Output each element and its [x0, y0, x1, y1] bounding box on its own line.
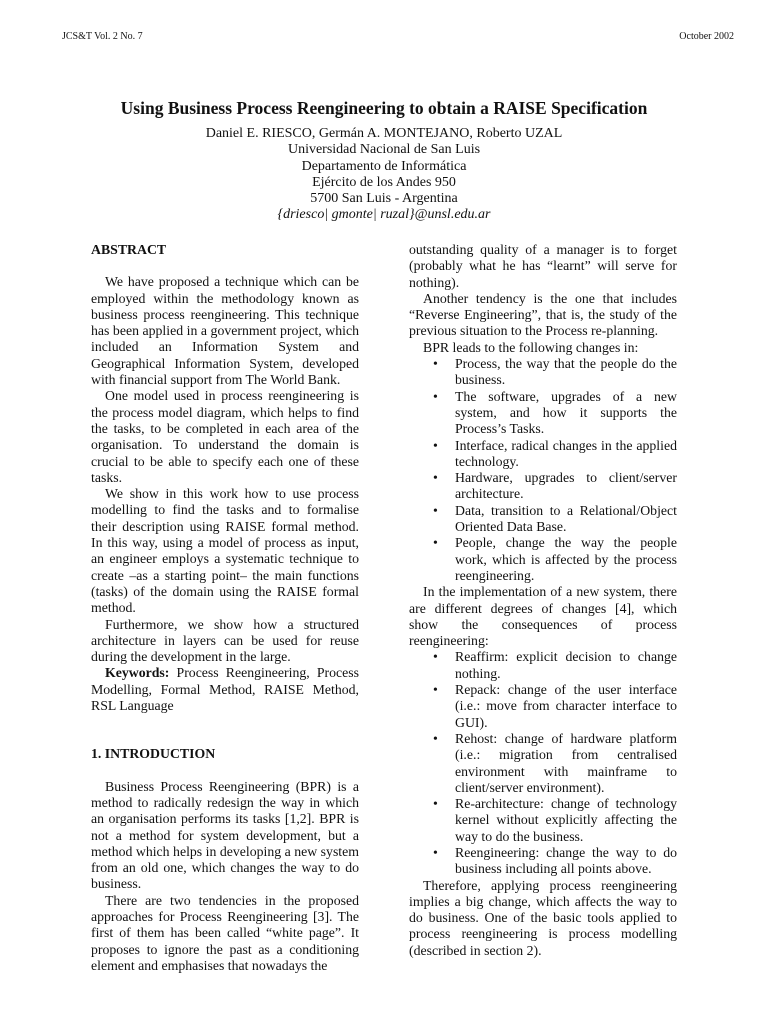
- author-email: {driesco| gmonte| ruzal}@unsl.edu.ar: [277, 207, 491, 223]
- list-item-text: Re-architecture: change of technology kernel without explicitly affecting the way to do the business.: [455, 796, 677, 844]
- list-item: [409, 356, 677, 389]
- list-item-text: Reengineering: change the way to do business including all points above.: [455, 844, 677, 877]
- running-header-date: October 2002: [679, 31, 734, 42]
- list-item: [409, 470, 677, 503]
- list-item: [409, 438, 677, 471]
- affiliation-street: Ejército de los Andes 950: [312, 174, 456, 190]
- list-item-text: Data, transition to a Relational/Object Oriented Data Base.: [455, 502, 677, 535]
- right-column: [409, 242, 677, 959]
- abstract-paragraph: Furthermore, we show how a structured architecture in layers can be used for reuse during the development in the large.: [91, 616, 359, 665]
- keywords-text: Process Reengineering, Process Modelling, Formal Method, RAISE Method, RSL Language: [91, 665, 359, 714]
- bullet: •: [433, 437, 438, 453]
- list-item-text: Process, the way that the people do the business.: [455, 356, 677, 388]
- bpr-changes-intro: BPR leads to the following changes in:: [423, 339, 639, 355]
- list-item-text: Interface, radical changes in the applied technology.: [455, 437, 677, 469]
- affiliation-university: Universidad Nacional de San Luis: [287, 142, 481, 158]
- bullet: •: [433, 682, 438, 698]
- keywords-paragraph: [91, 665, 359, 714]
- introduction-paragraph: There are two tendencies in the proposed approaches for Process Reengineering [3]. The first of them has been called “white page”. It proposes to ignore the past as a conditioning element and emphasises that nowadays the: [91, 892, 359, 973]
- bullet: •: [433, 796, 438, 812]
- affiliation-department: Departamento de Informática: [301, 158, 467, 174]
- list-item-text: People, change the way the people work, which is affected by the process reengineering.: [455, 535, 677, 583]
- list-item: [409, 503, 677, 536]
- abstract-heading: ABSTRACT: [91, 242, 167, 257]
- author-block: [0, 126, 768, 224]
- paper-title: Using Business Process Reengineering to obtain a RAISE Specification: [120, 98, 648, 118]
- introduction-paragraph: Business Process Reengineering (BPR) is a method to radically redesign the way in which an organisation performs its tasks [1,2]. BPR is not a method for system development, but a method which helps in developing a new system from an old one, which changes the way to do business.: [91, 778, 359, 892]
- left-column: [91, 242, 359, 974]
- bullet: •: [433, 535, 438, 551]
- bullet: •: [433, 356, 438, 372]
- list-item: [409, 535, 677, 584]
- introduction-heading: 1. INTRODUCTION: [91, 746, 216, 762]
- list-item-text: The software, upgrades of a new system, and how it supports the Process’s Tasks.: [455, 388, 677, 437]
- bullet: •: [433, 649, 438, 665]
- bullet: •: [433, 502, 438, 518]
- implementation-paragraph: In the implementation of a new system, there are different degrees of changes [4], which show the consequences of process reengineering:: [409, 584, 677, 649]
- list-item: [409, 845, 677, 878]
- affiliation-city: 5700 San Luis - Argentina: [310, 191, 458, 207]
- list-item: [409, 389, 677, 438]
- list-item-text: Hardware, upgrades to client/server architecture.: [455, 470, 677, 502]
- bullet: •: [433, 844, 438, 860]
- conclusion-paragraph: Therefore, applying process reengineering implies a big change, which affects the way to do business. One of the basic tools applied to process reengineering is process modelling (described in section 2).: [409, 877, 677, 958]
- bullet: •: [433, 730, 438, 746]
- list-item: [409, 731, 677, 796]
- author-names: Daniel E. RIESCO, Germán A. MONTEJANO, Roberto UZAL: [205, 126, 563, 141]
- running-header-journal: JCS&T Vol. 2 No. 7: [62, 31, 143, 42]
- change-degrees-list: [409, 649, 677, 877]
- list-item-text: Repack: change of the user interface (i.e.: move from character interface to GUI).: [455, 682, 677, 730]
- continued-paragraph: outstanding quality of a manager is to forget (probably what he has “learnt” will serve for nothing).: [409, 242, 677, 290]
- list-item-text: Reaffirm: explicit decision to change nothing.: [455, 649, 677, 681]
- list-item: [409, 682, 677, 731]
- list-item-text: Rehost: change of hardware platform (i.e.: migration from centralised environment with mainframe to client/server environment).: [455, 730, 677, 795]
- keywords-label: Keywords:: [105, 665, 170, 681]
- bullet: •: [433, 388, 438, 404]
- reverse-engineering-paragraph: Another tendency is the one that includes “Reverse Engineering”, that is, the study of the previous situation to the Process re-planning.: [409, 290, 677, 339]
- list-item: [409, 796, 677, 845]
- abstract-paragraph: One model used in process reengineering is the process model diagram, which helps to find the tasks, to be completed in each area of the organisation. To understand the domain is crucial to be able to specify each one of these tasks.: [91, 388, 359, 485]
- bullet: •: [433, 470, 438, 486]
- abstract-paragraph: We show in this work how to use process modelling to find the tasks and to formalise their description using RAISE formal method. In this way, using a model of process as input, an engineer employs a systematic technique to create –as a starting point– the main functions (tasks) of the domain using the RAISE formal method.: [91, 486, 359, 616]
- abstract-paragraph: We have proposed a technique which can be employed within the methodology known as business process reengineering. This technique has been applied in a government project, which included an Information System and Geographical Information System, developed with financial support from The World Bank.: [91, 274, 359, 388]
- bpr-changes-list: [409, 356, 677, 584]
- list-item: [409, 649, 677, 682]
